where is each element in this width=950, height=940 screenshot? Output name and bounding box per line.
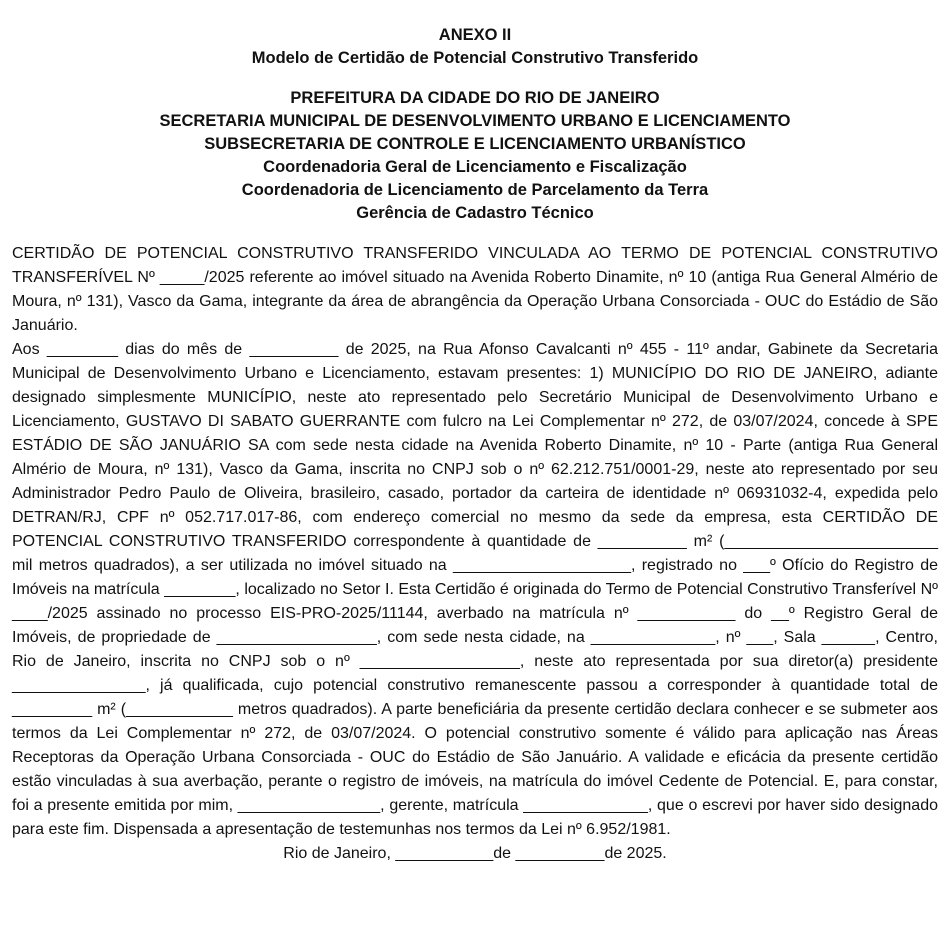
annex-heading xyxy=(12,24,938,70)
certificate-paragraph-title: CERTIDÃO DE POTENCIAL CONSTRUTIVO TRANSFERIDO VINCULADA AO TERMO DE POTENCIAL CONSTRUTIVO TRANSFERÍVEL Nº _____/2025 referente ao imóvel situado na Avenida Roberto Dinamite, nº 10 (antiga Rua General Almério de Moura, nº 131), Vasco da Gama, integrante da área de abrangência da Operação Urbana Consorciada - OUC do Estádio de São Januário. xyxy=(12,245,938,334)
government-heading xyxy=(12,87,938,225)
org-line-gerencia: Gerência de Cadastro Técnico xyxy=(356,204,594,222)
certificate-page xyxy=(12,0,938,940)
org-line-coordenadoria-geral: Coordenadoria Geral de Licenciamento e Fiscalização xyxy=(263,158,687,176)
certificate-paragraph-main: Aos ________ dias do mês de __________ de 2025, na Rua Afonso Cavalcanti nº 455 - 11º andar, Gabinete da Secretaria Municipal de Desenvolvimento Urbano e Licenciamento, estavam presentes: 1) MUNICÍPIO DO RIO DE JANEIRO, adiante designado simplesmente MUNICÍPIO, neste ato representado pelo Secretário Municipal de Desenvolvimento Urbano e Licenciamento, GUSTAVO DI SABATO GUERRANTE com fulcro na Lei Complementar nº 272, de 03/07/2024, concede à SPE ESTÁDIO DE SÃO JANUÁRIO SA com sede nesta cidade na Avenida Roberto Dinamite, nº 10 - Parte (antiga Rua General Almério de Moura, nº 131), Vasco da Gama, inscrita no CNPJ sob o nº 62.212.751/0001-29, neste ato representado por seu Administrador Pedro Paulo de Oliveira, brasileiro, casado, portador da carteira de identidade nº 06931032-4, expedida pelo DETRAN/RJ, CPF nº 052.717.017-86, com endereço comercial no mesmo da sede da empresa, esta CERTIDÃO DE POTENCIAL CONSTRUTIVO TRANSFERIDO correspondente à quantidade de __________ m² (________________________ mil metros quadrados), a ser utilizada no imóvel situado na ____________________, registrado no ___º Ofício do Registro de Imóveis na matrícula ________, localizado no Setor I. Esta Certidão é originada do Termo de Potencial Construtivo Transferível Nº ____/2025 assinado no processo EIS-PRO-2025/11144, averbado na matrícula nº ___________ do __º Registro Geral de Imóveis, de propriedade de __________________, com sede nesta cidade, na ______________, nº ___, Sala ______, Centro, Rio de Janeiro, inscrita no CNPJ sob o nº __________________, neste ato representada por sua diretor(a) presidente _______________, já qualificada, cujo potencial construtivo remanescente passou a corresponder à quantidade total de _________ m² (____________ metros quadrados). A parte beneficiária da presente certidão declara conhecer e se submeter aos termos da Lei Complementar nº 272, de 03/07/2024. O potencial construtivo somente é válido para aplicação nas Áreas Receptoras da Operação Urbana Consorciada - OUC do Estádio de São Januário. A validade e eficácia da presente certidão estão vinculadas à sua averbação, perante o registro de imóveis, na matrícula do imóvel Cedente de Potencial. E, para constar, foi a presente emitida por mim, ________________, gerente, matrícula ______________, que o escrevi por haver sido designado para este fim. Dispensada a apresentação de testemunhas nos termos da Lei nº 6.952/1981. xyxy=(12,341,938,838)
org-line-coordenadoria-parcelamento: Coordenadoria de Licenciamento de Parcelamento da Terra xyxy=(241,181,709,199)
org-line-subsecretaria: SUBSECRETARIA DE CONTROLE E LICENCIAMENTO URBANÍSTICO xyxy=(204,135,746,153)
annex-subtitle: Modelo de Certidão de Potencial Construtivo Transferido xyxy=(251,49,699,67)
certificate-body xyxy=(12,242,938,866)
org-line-secretaria: SECRETARIA MUNICIPAL DE DESENVOLVIMENTO URBANO E LICENCIAMENTO xyxy=(159,112,791,130)
annex-title: ANEXO II xyxy=(438,26,512,44)
date-line: Rio de Janeiro, ___________de __________de 2025. xyxy=(283,845,667,862)
org-line-prefeitura: PREFEITURA DA CIDADE DO RIO DE JANEIRO xyxy=(290,89,660,107)
